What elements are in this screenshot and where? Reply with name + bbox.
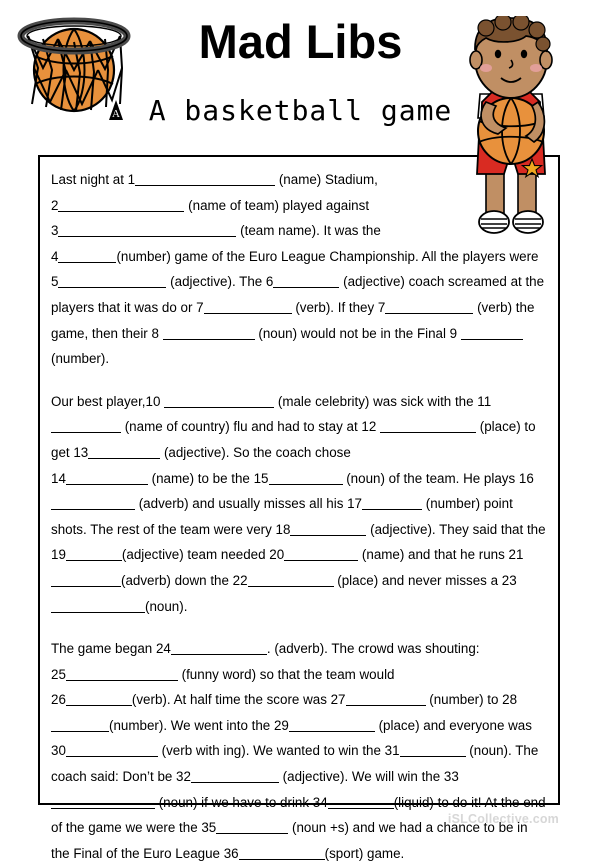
answer-blank[interactable] [171, 641, 267, 655]
answer-blank[interactable] [66, 471, 148, 485]
story-text: (name of team) played against [184, 197, 370, 213]
islcollective-watermark: iSLCollective.com [447, 812, 559, 826]
story-text: (name of country) flu and had to stay at 12 [121, 419, 381, 435]
paragraph-2 [51, 389, 547, 619]
story-text: 14 [51, 470, 66, 486]
answer-blank[interactable] [204, 300, 292, 314]
story-text: (place) to get 13 [51, 419, 536, 460]
answer-blank[interactable] [400, 743, 466, 757]
answer-blank[interactable] [58, 274, 166, 288]
answer-blank[interactable] [328, 795, 394, 809]
paragraph-list [51, 167, 547, 866]
answer-blank[interactable] [346, 692, 426, 706]
answer-blank[interactable] [284, 547, 358, 561]
story-text: (noun) if we have to drink 34 [155, 794, 328, 810]
answer-blank[interactable] [461, 326, 523, 340]
story-text: (adjective) team needed 20 [121, 547, 285, 563]
story-text: 4 [51, 248, 59, 264]
story-text: (number). We went into the 29 [109, 717, 289, 733]
answer-blank[interactable] [51, 496, 135, 510]
answer-blank[interactable] [248, 573, 334, 587]
answer-blank[interactable] [51, 573, 121, 587]
answer-blank[interactable] [216, 820, 288, 834]
story-text: (place) and everyone was 30 [51, 717, 532, 759]
story-text: (noun) of the team. He plays 16 [342, 470, 534, 486]
svg-text:A: A [112, 108, 120, 120]
answer-blank[interactable] [163, 326, 255, 340]
story-text: (noun). [145, 598, 188, 614]
answer-blank[interactable] [191, 769, 279, 783]
story-text: (number). [51, 351, 110, 367]
answer-blank[interactable] [51, 419, 121, 433]
story-text: 3 [51, 223, 59, 239]
worksheet-header [0, 0, 601, 150]
page-title: Mad Libs [198, 15, 403, 68]
answer-blank[interactable] [66, 667, 178, 681]
answer-blank[interactable] [164, 394, 274, 408]
story-text: (number) to 28 [425, 692, 518, 708]
story-text: (place) and never misses a 23 [333, 572, 517, 588]
story-text: (number) point shots. The rest of the team were very 18 [51, 496, 513, 537]
page-subtitle: A basketball game [148, 94, 453, 127]
story-text: (male celebrity) was sick with the 11 [274, 393, 492, 409]
story-text: (name) to be the 15 [147, 470, 269, 486]
story-text: (adjective). The 6 [166, 274, 274, 290]
story-text: (number) game of the Euro League Championship. All the players were 5 [51, 248, 539, 290]
story-text: (liquid) to do it! At the end of the game we were the 35 [51, 794, 546, 836]
story-text: (adjective). So the coach chose [160, 444, 351, 460]
story-text: (noun). The coach said: Don’t be 32 [51, 743, 539, 785]
story-text: (adverb) and usually misses all his 17 [135, 496, 363, 512]
boy-holding-basketball-illustration [448, 16, 574, 238]
answer-blank[interactable] [51, 795, 155, 809]
story-text: 25 [51, 666, 66, 682]
story-text: Our best player,10 [51, 393, 165, 409]
story-text: (adjective). We will win the 33 [278, 769, 459, 785]
story-text: (adjective). They said that the 19 [51, 521, 546, 563]
story-text: (verb) the game, then their 8 [51, 299, 535, 341]
answer-blank[interactable] [66, 692, 132, 706]
story-text: (noun) would not be in the Final 9 [254, 325, 461, 341]
story-text: (adverb) down the 22 [121, 572, 248, 588]
answer-blank[interactable] [66, 547, 122, 561]
story-text: (adjective) coach screamed at the players that it was do or 7 [51, 274, 545, 315]
answer-blank[interactable] [380, 419, 476, 433]
answer-blank[interactable] [269, 471, 343, 485]
answer-blank[interactable] [58, 223, 236, 237]
story-text: (name) and that he runs 21 [358, 547, 524, 563]
answer-blank[interactable] [273, 274, 339, 288]
answer-blank[interactable] [135, 172, 275, 186]
answer-blank[interactable] [290, 522, 366, 536]
story-text: The game began 24 [51, 641, 171, 657]
answer-blank[interactable] [239, 846, 325, 860]
answer-blank[interactable] [88, 445, 160, 459]
answer-blank[interactable] [385, 300, 473, 314]
story-text: 2 [51, 197, 59, 213]
story-text: (sport) game. [324, 845, 405, 861]
story-text: (verb). If they 7 [291, 299, 386, 315]
story-text: (team name). It was the [236, 223, 381, 239]
story-text: (verb with ing). We wanted to win the 31 [157, 743, 400, 759]
answer-blank[interactable] [362, 496, 422, 510]
paragraph-3 [51, 636, 547, 866]
answer-blank[interactable] [58, 249, 116, 263]
story-text: Last night at 1 [51, 172, 136, 187]
story-text: . (adverb). The crowd was shouting: [266, 641, 480, 657]
story-text: (name) Stadium, [275, 172, 378, 187]
answer-blank[interactable] [51, 718, 109, 732]
answer-blank[interactable] [289, 718, 375, 732]
story-text: (funny word) so that the team would [177, 666, 395, 682]
answer-blank[interactable] [51, 599, 145, 613]
story-text: (noun +s) and we had a chance to be in the Final of the Euro League 36 [51, 820, 528, 861]
answer-blank[interactable] [58, 198, 184, 212]
story-text: 26 [51, 692, 66, 708]
answer-blank[interactable] [66, 743, 158, 757]
story-text: (verb). At half time the score was 27 [131, 692, 346, 708]
